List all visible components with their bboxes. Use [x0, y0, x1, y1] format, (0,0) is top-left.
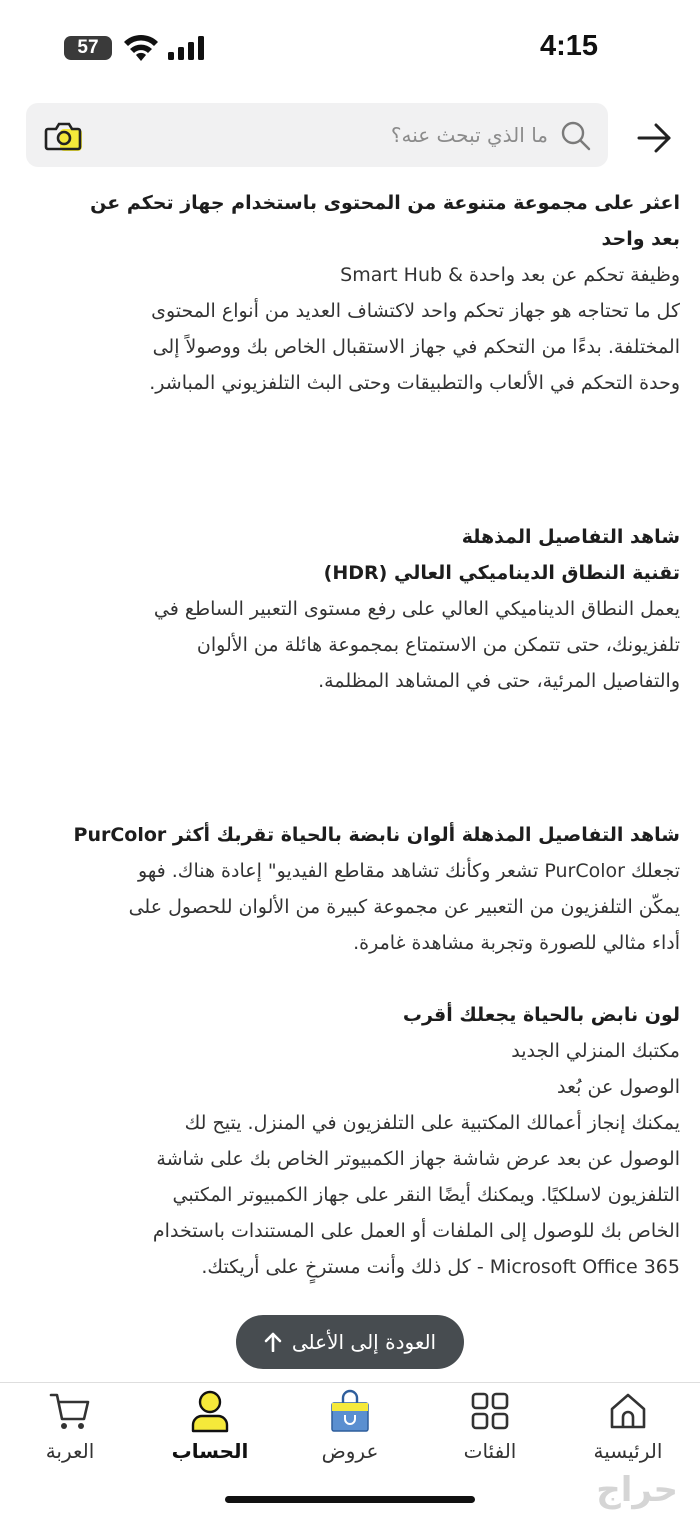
- camera-search-icon[interactable]: [44, 117, 84, 155]
- section-heading: شاهد التفاصيل المذهلة: [461, 526, 680, 548]
- body-line: أداء مثالي للصورة وتجربة مشاهدة غامرة.: [353, 932, 680, 954]
- signal-icon: [168, 36, 208, 60]
- section-heading: بعد واحد: [601, 228, 680, 250]
- body-line: والتفاصيل المرئية، حتى في المشاهد المظلمة.: [318, 670, 680, 692]
- section-subheading: تقنية النطاق الديناميكي العالي (HDR): [323, 562, 680, 584]
- user-icon: [188, 1389, 232, 1433]
- body-line: الوصول عن بُعد: [557, 1076, 680, 1098]
- wifi-icon: [122, 33, 160, 63]
- nav-item-account[interactable]: [150, 1389, 270, 1463]
- body-line: وظيفة تحكم عن بعد واحدة & Smart Hub: [340, 264, 680, 286]
- spacer: [20, 699, 680, 817]
- search-input[interactable]: ما الذي تبحث عنه؟: [390, 123, 548, 147]
- status-bar: [0, 0, 700, 96]
- body-line: الوصول عن بعد عرض شاشة جهاز الكمبيوتر الخاص بك على شاشة: [156, 1148, 680, 1170]
- nav-item-categories[interactable]: [430, 1389, 550, 1463]
- battery-indicator: 57: [64, 36, 112, 60]
- body-line: وحدة التحكم في الألعاب والتطبيقات وحتى البث التلفزيوني المباشر.: [149, 372, 680, 394]
- body-line: Microsoft Office 365 - كل ذلك وأنت مسترخٍ على أريكتك.: [201, 1256, 680, 1278]
- section-purcolor: [20, 817, 680, 961]
- nav-label: عروض: [321, 1439, 379, 1463]
- home-indicator: [225, 1496, 475, 1503]
- clock: 4:15: [539, 30, 598, 62]
- section-hdr: [20, 519, 680, 699]
- nav-label: العربة: [45, 1439, 95, 1463]
- home-icon: [606, 1389, 650, 1433]
- section-remote-control: [20, 185, 680, 401]
- body-line: كل ما تحتاجه هو جهاز تحكم واحد لاكتشاف العديد من أنواع المحتوى: [151, 300, 680, 322]
- body-line: تلفزيونك، حتى تتمكن من الاستمتاع بمجموعة هائلة من الألوان: [196, 634, 680, 656]
- spacer: [20, 401, 680, 519]
- shopping-bag-icon: [328, 1389, 372, 1433]
- search-bar[interactable]: [26, 103, 608, 167]
- product-description: [20, 185, 680, 1285]
- body-line: التلفزيون لاسلكيًا. ويمكنك أيضًا النقر على جهاز الكمبيوتر المكتبي: [172, 1184, 680, 1206]
- body-line: يمكنك إنجاز أعمالك المكتبية على التلفزيون في المنزل. يتيح لك: [184, 1112, 680, 1134]
- body-line: الخاص بك للوصول إلى الملفات أو العمل على المستندات باستخدام: [152, 1220, 680, 1242]
- section-home-office: [20, 997, 680, 1285]
- back-to-top-button[interactable]: [236, 1315, 464, 1369]
- section-heading: اعثر على مجموعة متنوعة من المحتوى باستخدام جهاز تحكم عن: [90, 192, 680, 214]
- body-line: تجعلك PurColor تشعر وكأنك تشاهد مقاطع الفيديو" إعادة هناك. فهو: [138, 860, 680, 882]
- back-to-top-label: العودة إلى الأعلى: [291, 1330, 437, 1354]
- cart-icon: [48, 1389, 92, 1433]
- nav-label: الرئيسية: [593, 1439, 663, 1463]
- section-heading: لون نابض بالحياة يجعلك أقرب: [402, 1004, 680, 1026]
- nav-item-offers[interactable]: [290, 1389, 410, 1463]
- nav-label: الفئات: [463, 1439, 517, 1463]
- body-line: المختلفة. بدءًا من التحكم في جهاز الاستقبال الخاص بك ووصولاً إلى: [152, 336, 680, 358]
- watermark-logo: حراج: [596, 1470, 678, 1510]
- section-heading: شاهد التفاصيل المذهلة ألوان نابضة بالحياة تقربك أكثر PurColor: [73, 824, 680, 846]
- back-arrow-icon[interactable]: [634, 118, 674, 158]
- body-line: يمكّن التلفزيون من التعبير عن مجموعة كبيرة من الألوان للحصول على: [128, 896, 680, 918]
- body-line: مكتبك المنزلي الجديد: [511, 1040, 680, 1062]
- search-icon: [560, 120, 592, 152]
- spacer: [20, 961, 680, 997]
- arrow-up-icon: [264, 1332, 282, 1352]
- nav-item-home[interactable]: [568, 1389, 688, 1463]
- body-line: يعمل النطاق الديناميكي العالي على رفع مستوى التعبير الساطع في: [153, 598, 680, 620]
- grid-icon: [468, 1389, 512, 1433]
- nav-item-cart[interactable]: [10, 1389, 130, 1463]
- nav-label: الحساب: [171, 1439, 249, 1463]
